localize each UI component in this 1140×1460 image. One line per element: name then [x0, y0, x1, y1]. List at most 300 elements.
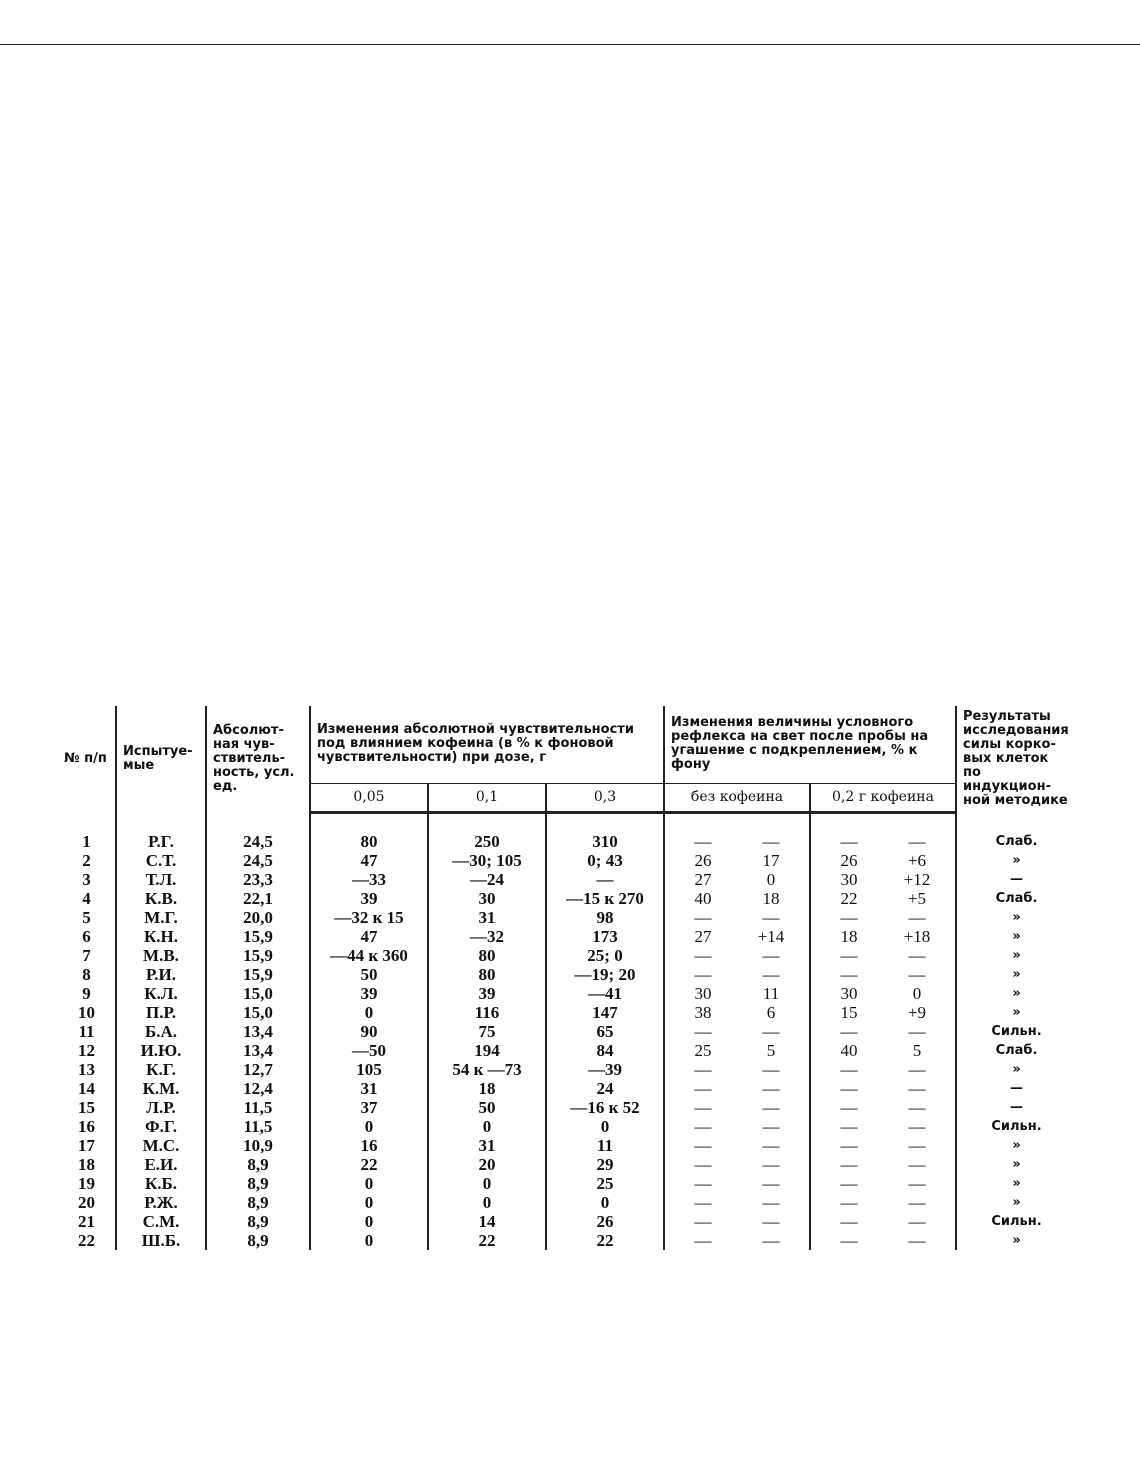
- absolute-sensitivity: 15,9: [206, 946, 310, 965]
- change-dose-03: 11: [546, 1136, 664, 1155]
- reflex-no-caffeine: [664, 1003, 810, 1022]
- row-number: 17: [78, 1135, 95, 1155]
- reflex-no-caffeine-pair: [669, 1212, 805, 1231]
- row-number: 13: [78, 1059, 95, 1079]
- change-dose-01: 39: [428, 984, 546, 1003]
- reflex-with-caffeine-second: —: [908, 945, 926, 965]
- subject-initials: М.В.: [116, 946, 206, 965]
- reflex-with-caffeine-second: —: [908, 1059, 926, 1079]
- reflex-with-caffeine-pair: [815, 927, 951, 946]
- header-number: № п/п: [64, 751, 107, 766]
- reflex-with-caffeine-second: +5: [907, 888, 927, 908]
- reflex-with-caffeine-second: —: [908, 1211, 926, 1231]
- reflex-with-caffeine-second: —: [908, 831, 926, 851]
- reflex-no-caffeine: [664, 1060, 810, 1079]
- change-dose-03: 0: [546, 1117, 664, 1136]
- reflex-with-caffeine-second: —: [908, 964, 926, 984]
- absolute-sensitivity: 24,5: [206, 832, 310, 851]
- table-row: [58, 1022, 1076, 1041]
- reflex-with-caffeine-second: 5: [912, 1040, 922, 1060]
- reflex-no-caffeine-pair: [669, 851, 805, 870]
- reflex-no-caffeine-pair: [669, 1193, 805, 1212]
- reflex-no-caffeine-pair: [669, 908, 805, 927]
- change-dose-005: 0: [310, 1231, 428, 1250]
- reflex-no-caffeine-first: 40: [694, 888, 712, 908]
- cortical-strength-result: »: [956, 927, 1076, 946]
- reflex-no-caffeine-first: —: [694, 831, 712, 851]
- reflex-no-caffeine-pair: [669, 870, 805, 889]
- change-dose-03: 147: [546, 1003, 664, 1022]
- change-dose-03: —19; 20: [546, 965, 664, 984]
- reflex-with-caffeine-first: —: [840, 1173, 858, 1193]
- reflex-with-caffeine-pair: [815, 1212, 951, 1231]
- change-dose-005: 0: [310, 1212, 428, 1231]
- subject-initials: Ф.Г.: [116, 1117, 206, 1136]
- change-dose-005: 90: [310, 1022, 428, 1041]
- row-number: 11: [78, 1021, 95, 1041]
- data-table-container: [58, 706, 1076, 1250]
- reflex-with-caffeine-first: —: [840, 831, 858, 851]
- reflex-with-caffeine: [810, 1174, 956, 1193]
- reflex-no-caffeine-second: —: [762, 1097, 780, 1117]
- cortical-strength-result: »: [956, 1003, 1076, 1022]
- change-dose-005: 0: [310, 1174, 428, 1193]
- reflex-no-caffeine-second: 6: [766, 1002, 776, 1022]
- row-number: 8: [82, 964, 91, 984]
- reflex-with-caffeine-pair: [815, 870, 951, 889]
- reflex-with-caffeine-pair: [815, 832, 951, 851]
- change-dose-01: 31: [428, 908, 546, 927]
- reflex-no-caffeine-first: —: [694, 1097, 712, 1117]
- reflex-no-caffeine: [664, 908, 810, 927]
- reflex-with-caffeine: [810, 927, 956, 946]
- change-dose-01: 50: [428, 1098, 546, 1117]
- reflex-no-caffeine: [664, 1193, 810, 1212]
- subject-initials: М.Г.: [116, 908, 206, 927]
- reflex-no-caffeine-first: —: [694, 1021, 712, 1041]
- reflex-with-caffeine-second: —: [908, 1192, 926, 1212]
- subject-initials: К.В.: [116, 889, 206, 908]
- reflex-no-caffeine-pair: [669, 1041, 805, 1060]
- reflex-no-caffeine: [664, 1041, 810, 1060]
- subject-initials: К.Б.: [116, 1174, 206, 1193]
- reflex-with-caffeine: [810, 851, 956, 870]
- reflex-with-caffeine-first: 22: [840, 888, 858, 908]
- change-dose-005: 80: [310, 832, 428, 851]
- reflex-no-caffeine-first: —: [694, 1059, 712, 1079]
- change-dose-03: 25; 0: [546, 946, 664, 965]
- cortical-strength-result: —: [956, 1079, 1076, 1098]
- subject-initials: Р.Ж.: [116, 1193, 206, 1212]
- reflex-with-caffeine-second: +9: [907, 1002, 927, 1022]
- subject-initials: К.Н.: [116, 927, 206, 946]
- reflex-with-caffeine: [810, 1079, 956, 1098]
- change-dose-03: 29: [546, 1155, 664, 1174]
- change-dose-03: —41: [546, 984, 664, 1003]
- reflex-with-caffeine-first: 40: [840, 1040, 858, 1060]
- change-dose-01: 250: [428, 832, 546, 851]
- reflex-no-caffeine-second: —: [762, 1192, 780, 1212]
- reflex-with-caffeine-second: —: [908, 1078, 926, 1098]
- reflex-no-caffeine: [664, 832, 810, 851]
- reflex-with-caffeine: [810, 1231, 956, 1250]
- reflex-with-caffeine-first: —: [840, 945, 858, 965]
- reflex-no-caffeine-second: —: [762, 1116, 780, 1136]
- reflex-with-caffeine-pair: [815, 908, 951, 927]
- reflex-no-caffeine-first: —: [694, 1192, 712, 1212]
- header-no-caffeine: без кофеина: [664, 783, 810, 812]
- reflex-no-caffeine-pair: [669, 946, 805, 965]
- row-number: 1: [82, 831, 91, 851]
- change-dose-01: 0: [428, 1117, 546, 1136]
- change-dose-005: 47: [310, 927, 428, 946]
- cortical-strength-result: »: [956, 965, 1076, 984]
- table-row: [58, 927, 1076, 946]
- reflex-no-caffeine: [664, 927, 810, 946]
- table-row: [58, 832, 1076, 851]
- change-dose-03: 173: [546, 927, 664, 946]
- absolute-sensitivity: 22,1: [206, 889, 310, 908]
- reflex-no-caffeine-pair: [669, 1098, 805, 1117]
- table-row: [58, 946, 1076, 965]
- reflex-with-caffeine: [810, 984, 956, 1003]
- table-row: [58, 1060, 1076, 1079]
- subject-initials: Р.И.: [116, 965, 206, 984]
- reflex-no-caffeine: [664, 1117, 810, 1136]
- reflex-with-caffeine-pair: [815, 1117, 951, 1136]
- reflex-no-caffeine: [664, 1174, 810, 1193]
- reflex-with-caffeine-second: —: [908, 1097, 926, 1117]
- reflex-with-caffeine-pair: [815, 1022, 951, 1041]
- subject-initials: Т.Л.: [116, 870, 206, 889]
- cortical-strength-result: »: [956, 1136, 1076, 1155]
- change-dose-03: —15 к 270: [546, 889, 664, 908]
- reflex-with-caffeine: [810, 1041, 956, 1060]
- change-dose-03: 22: [546, 1231, 664, 1250]
- reflex-no-caffeine-second: —: [762, 1078, 780, 1098]
- subject-initials: П.Р.: [116, 1003, 206, 1022]
- reflex-with-caffeine: [810, 1212, 956, 1231]
- reflex-with-caffeine: [810, 1098, 956, 1117]
- change-dose-03: 0; 43: [546, 851, 664, 870]
- change-dose-005: 105: [310, 1060, 428, 1079]
- table-body: [58, 812, 1076, 1250]
- absolute-sensitivity: 11,5: [206, 1117, 310, 1136]
- row-number: 18: [78, 1154, 95, 1174]
- reflex-no-caffeine: [664, 1022, 810, 1041]
- absolute-sensitivity: 8,9: [206, 1193, 310, 1212]
- change-dose-005: —32 к 15: [310, 908, 428, 927]
- cortical-strength-result: »: [956, 908, 1076, 927]
- absolute-sensitivity: 8,9: [206, 1155, 310, 1174]
- row-number: 9: [82, 983, 91, 1003]
- reflex-with-caffeine: [810, 889, 956, 908]
- reflex-no-caffeine-first: 27: [694, 869, 712, 889]
- reflex-with-caffeine-second: —: [908, 1021, 926, 1041]
- change-dose-03: 26: [546, 1212, 664, 1231]
- change-dose-005: 22: [310, 1155, 428, 1174]
- reflex-with-caffeine-first: —: [840, 907, 858, 927]
- change-dose-03: —: [546, 870, 664, 889]
- reflex-with-caffeine-pair: [815, 1060, 951, 1079]
- reflex-no-caffeine: [664, 870, 810, 889]
- table-row: [58, 1117, 1076, 1136]
- change-dose-005: 0: [310, 1003, 428, 1022]
- table-row: [58, 851, 1076, 870]
- reflex-no-caffeine-first: —: [694, 1116, 712, 1136]
- header-dose-005: 0,05: [310, 783, 428, 812]
- row-number: 14: [78, 1078, 95, 1098]
- reflex-with-caffeine-first: 30: [840, 983, 858, 1003]
- reflex-with-caffeine: [810, 1136, 956, 1155]
- subject-initials: С.М.: [116, 1212, 206, 1231]
- table-row: [58, 1155, 1076, 1174]
- absolute-sensitivity: 15,9: [206, 965, 310, 984]
- change-dose-01: —30; 105: [428, 851, 546, 870]
- subject-initials: Р.Г.: [116, 832, 206, 851]
- reflex-no-caffeine-second: —: [762, 1154, 780, 1174]
- change-dose-01: 18: [428, 1079, 546, 1098]
- reflex-with-caffeine: [810, 965, 956, 984]
- absolute-sensitivity: 13,4: [206, 1022, 310, 1041]
- reflex-with-caffeine: [810, 832, 956, 851]
- reflex-no-caffeine-second: 17: [762, 850, 780, 870]
- change-dose-03: 310: [546, 832, 664, 851]
- reflex-with-caffeine-pair: [815, 1174, 951, 1193]
- table-row: [58, 1193, 1076, 1212]
- reflex-no-caffeine-first: 38: [694, 1002, 712, 1022]
- change-dose-01: 0: [428, 1174, 546, 1193]
- reflex-no-caffeine-pair: [669, 1079, 805, 1098]
- subject-initials: Л.Р.: [116, 1098, 206, 1117]
- subject-initials: К.М.: [116, 1079, 206, 1098]
- reflex-no-caffeine: [664, 1098, 810, 1117]
- reflex-with-caffeine-first: 26: [840, 850, 858, 870]
- reflex-no-caffeine: [664, 1212, 810, 1231]
- reflex-with-caffeine-pair: [815, 1041, 951, 1060]
- reflex-no-caffeine-pair: [669, 1022, 805, 1041]
- absolute-sensitivity: 12,4: [206, 1079, 310, 1098]
- table-row: [58, 870, 1076, 889]
- table-row: [58, 984, 1076, 1003]
- change-dose-01: 116: [428, 1003, 546, 1022]
- spacer-row: [58, 812, 1076, 832]
- subject-initials: К.Г.: [116, 1060, 206, 1079]
- reflex-no-caffeine-pair: [669, 1003, 805, 1022]
- change-dose-005: 50: [310, 965, 428, 984]
- cortical-strength-result: Слаб.: [956, 1041, 1076, 1060]
- reflex-with-caffeine: [810, 908, 956, 927]
- subject-initials: К.Л.: [116, 984, 206, 1003]
- table-row: [58, 1098, 1076, 1117]
- change-dose-01: 30: [428, 889, 546, 908]
- reflex-with-caffeine-first: —: [840, 1059, 858, 1079]
- reflex-with-caffeine-second: +6: [907, 850, 927, 870]
- reflex-with-caffeine-pair: [815, 965, 951, 984]
- reflex-with-caffeine-first: —: [840, 1116, 858, 1136]
- reflex-no-caffeine-second: 18: [762, 888, 780, 908]
- reflex-no-caffeine: [664, 946, 810, 965]
- reflex-no-caffeine: [664, 1155, 810, 1174]
- reflex-with-caffeine-second: —: [908, 1135, 926, 1155]
- reflex-with-caffeine-first: 15: [840, 1002, 858, 1022]
- absolute-sensitivity: 24,5: [206, 851, 310, 870]
- change-dose-005: 47: [310, 851, 428, 870]
- change-dose-005: 37: [310, 1098, 428, 1117]
- subject-initials: И.Ю.: [116, 1041, 206, 1060]
- table-row: [58, 908, 1076, 927]
- reflex-with-caffeine-pair: [815, 851, 951, 870]
- row-number: 7: [82, 945, 91, 965]
- change-dose-01: 80: [428, 946, 546, 965]
- cortical-strength-result: Слаб.: [956, 889, 1076, 908]
- reflex-no-caffeine-second: +14: [757, 926, 785, 946]
- top-rule: [0, 44, 1140, 45]
- cortical-strength-result: »: [956, 1193, 1076, 1212]
- absolute-sensitivity: 15,0: [206, 1003, 310, 1022]
- change-dose-03: 98: [546, 908, 664, 927]
- reflex-no-caffeine-second: —: [762, 907, 780, 927]
- reflex-no-caffeine-first: —: [694, 907, 712, 927]
- reflex-no-caffeine: [664, 1079, 810, 1098]
- reflex-no-caffeine-first: —: [694, 1173, 712, 1193]
- reflex-with-caffeine-pair: [815, 1136, 951, 1155]
- reflex-no-caffeine-second: —: [762, 831, 780, 851]
- reflex-no-caffeine-pair: [669, 1060, 805, 1079]
- change-dose-005: 16: [310, 1136, 428, 1155]
- table-row: [58, 889, 1076, 908]
- change-dose-01: —32: [428, 927, 546, 946]
- reflex-no-caffeine: [664, 965, 810, 984]
- reflex-no-caffeine-pair: [669, 889, 805, 908]
- reflex-no-caffeine-pair: [669, 1174, 805, 1193]
- change-dose-03: 25: [546, 1174, 664, 1193]
- reflex-no-caffeine-second: —: [762, 1173, 780, 1193]
- absolute-sensitivity: 20,0: [206, 908, 310, 927]
- reflex-no-caffeine-first: —: [694, 1211, 712, 1231]
- reflex-with-caffeine-first: —: [840, 1154, 858, 1174]
- reflex-no-caffeine-second: 0: [766, 869, 776, 889]
- change-dose-01: 14: [428, 1212, 546, 1231]
- reflex-with-caffeine-second: —: [908, 1230, 926, 1250]
- cortical-strength-result: Сильн.: [956, 1117, 1076, 1136]
- row-number: 10: [78, 1002, 95, 1022]
- reflex-no-caffeine-pair: [669, 1136, 805, 1155]
- reflex-with-caffeine-pair: [815, 1193, 951, 1212]
- reflex-no-caffeine-pair: [669, 984, 805, 1003]
- reflex-with-caffeine: [810, 946, 956, 965]
- subject-initials: М.С.: [116, 1136, 206, 1155]
- change-dose-01: 194: [428, 1041, 546, 1060]
- header-with-caffeine: 0,2 г кофеина: [810, 783, 956, 812]
- reflex-no-caffeine-first: —: [694, 1135, 712, 1155]
- reflex-with-caffeine-second: —: [908, 1116, 926, 1136]
- cortical-strength-result: Слаб.: [956, 832, 1076, 851]
- reflex-with-caffeine: [810, 1193, 956, 1212]
- reflex-with-caffeine-first: —: [840, 1021, 858, 1041]
- reflex-no-caffeine-first: 26: [694, 850, 712, 870]
- reflex-no-caffeine: [664, 1136, 810, 1155]
- change-dose-03: —39: [546, 1060, 664, 1079]
- reflex-with-caffeine: [810, 1117, 956, 1136]
- change-dose-01: 20: [428, 1155, 546, 1174]
- reflex-with-caffeine-second: +12: [903, 869, 931, 889]
- row-number: 20: [78, 1192, 95, 1212]
- cortical-strength-result: »: [956, 851, 1076, 870]
- change-dose-005: —50: [310, 1041, 428, 1060]
- cortical-strength-result: »: [956, 1060, 1076, 1079]
- reflex-no-caffeine-first: 25: [694, 1040, 712, 1060]
- reflex-no-caffeine-first: —: [694, 1154, 712, 1174]
- reflex-no-caffeine-first: 27: [694, 926, 712, 946]
- cortical-strength-result: Сильн.: [956, 1212, 1076, 1231]
- reflex-no-caffeine-second: —: [762, 964, 780, 984]
- change-dose-005: —44 к 360: [310, 946, 428, 965]
- reflex-with-caffeine: [810, 1155, 956, 1174]
- reflex-no-caffeine-pair: [669, 1231, 805, 1250]
- absolute-sensitivity: 8,9: [206, 1174, 310, 1193]
- reflex-with-caffeine-pair: [815, 889, 951, 908]
- reflex-with-caffeine: [810, 1003, 956, 1022]
- absolute-sensitivity: 15,0: [206, 984, 310, 1003]
- reflex-no-caffeine-first: —: [694, 945, 712, 965]
- reflex-with-caffeine-first: —: [840, 1230, 858, 1250]
- header-reflex-change: Изменения величины условного рефлекса на свет после пробы на угашение с подкреплением, % к фону: [664, 706, 956, 783]
- reflex-no-caffeine-pair: [669, 832, 805, 851]
- reflex-with-caffeine-pair: [815, 1231, 951, 1250]
- reflex-with-caffeine-first: —: [840, 1135, 858, 1155]
- absolute-sensitivity: 12,7: [206, 1060, 310, 1079]
- change-dose-005: 0: [310, 1193, 428, 1212]
- row-number: 12: [78, 1040, 95, 1060]
- absolute-sensitivity: 8,9: [206, 1212, 310, 1231]
- table-row: [58, 1136, 1076, 1155]
- reflex-no-caffeine-second: —: [762, 1021, 780, 1041]
- change-dose-03: 0: [546, 1193, 664, 1212]
- reflex-no-caffeine-second: —: [762, 1230, 780, 1250]
- table-row: [58, 1003, 1076, 1022]
- reflex-with-caffeine-second: +18: [903, 926, 931, 946]
- header-sensitivity-change: Изменения абсолютной чувствительности под влиянием кофеина (в % к фоновой чувствительности) при дозе, г: [310, 706, 664, 783]
- table-row: [58, 1041, 1076, 1060]
- subject-initials: Е.И.: [116, 1155, 206, 1174]
- reflex-with-caffeine-second: —: [908, 907, 926, 927]
- reflex-with-caffeine-first: —: [840, 964, 858, 984]
- reflex-with-caffeine-pair: [815, 984, 951, 1003]
- reflex-no-caffeine-pair: [669, 1117, 805, 1136]
- change-dose-01: 0: [428, 1193, 546, 1212]
- reflex-with-caffeine: [810, 1060, 956, 1079]
- reflex-no-caffeine-second: —: [762, 1135, 780, 1155]
- reflex-no-caffeine: [664, 851, 810, 870]
- header-subjects: Испытуе-мые: [116, 706, 206, 812]
- header-dose-01: 0,1: [428, 783, 546, 812]
- cortical-strength-result: »: [956, 1231, 1076, 1250]
- reflex-with-caffeine-first: 18: [840, 926, 858, 946]
- row-number: 3: [82, 869, 91, 889]
- table-row: [58, 1212, 1076, 1231]
- reflex-no-caffeine-pair: [669, 1155, 805, 1174]
- reflex-with-caffeine-first: —: [840, 1078, 858, 1098]
- reflex-no-caffeine-second: 5: [766, 1040, 776, 1060]
- change-dose-03: 65: [546, 1022, 664, 1041]
- row-number: 21: [78, 1211, 95, 1231]
- header-results: Результаты исследования силы корко-вых клеток по индукцион-ной методике: [956, 706, 1076, 812]
- reflex-with-caffeine-second: —: [908, 1154, 926, 1174]
- change-dose-01: 22: [428, 1231, 546, 1250]
- row-number: 6: [82, 926, 91, 946]
- cortical-strength-result: —: [956, 870, 1076, 889]
